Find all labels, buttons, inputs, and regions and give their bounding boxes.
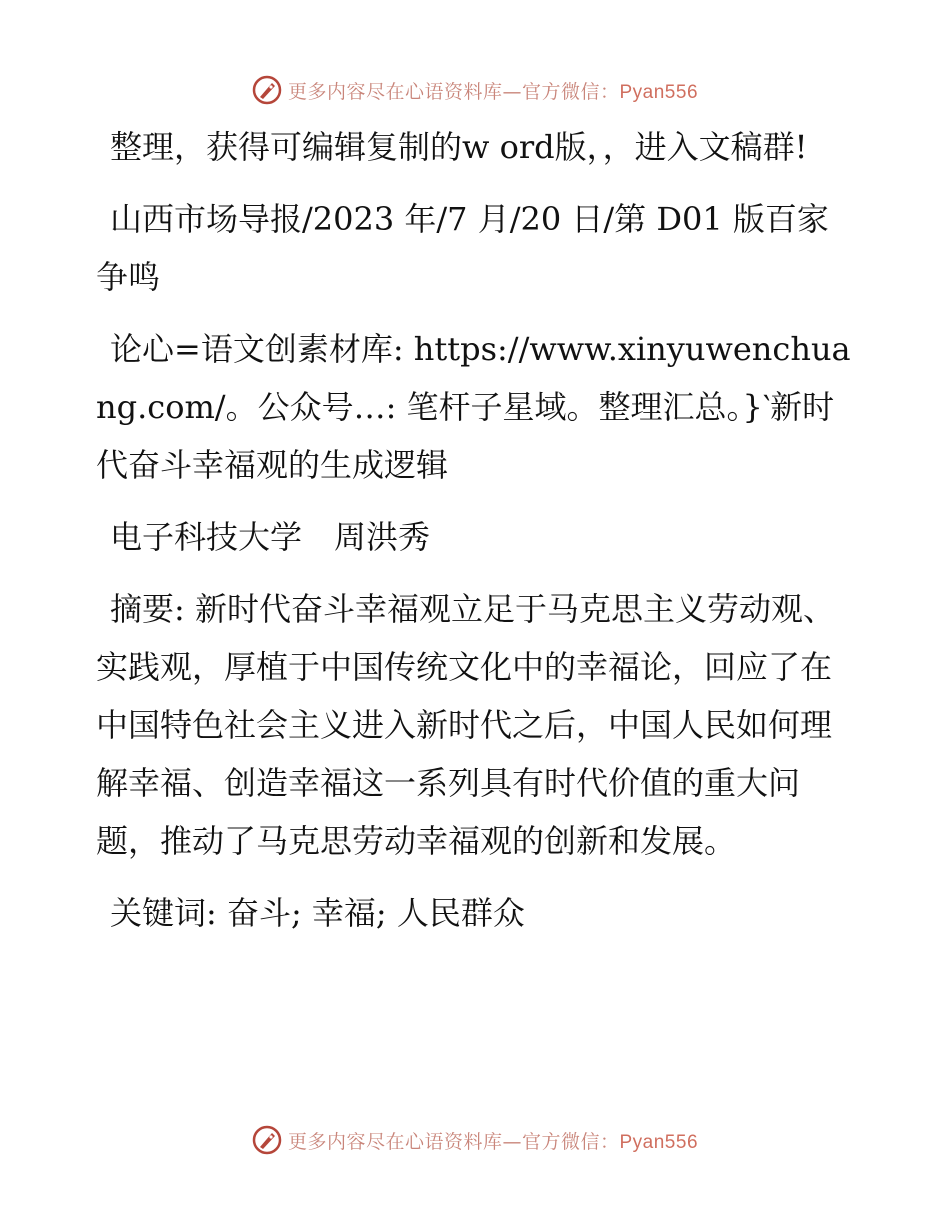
paragraph-keywords: 关键词: 奋斗; 幸福; 人民群众 [110, 894, 525, 932]
paragraph-author: 电子科技大学 周洪秀 [110, 518, 431, 556]
footer-watermark [0, 1120, 950, 1160]
watermark-text: 更多内容尽在心语资料库—官方微信：Pyan556 [287, 80, 699, 103]
paragraph-abstract: 摘要: 新时代奋斗幸福观立足于马克思主义劳动观、实践观，厚植于中国传统文化中的幸福论，回应了在中国特色社会主义进入新时代之后，中国人民如何理解幸福、创造幸福这一系列具有时代价值的重大问题，推动了马克思劳动幸福观的创新和发展。 [96, 590, 835, 860]
watermark-text: 更多内容尽在心语资料库—官方微信：Pyan556 [287, 1130, 699, 1153]
document-body [96, 118, 856, 956]
header-watermark [0, 70, 950, 110]
pen-nib-logo-icon [252, 1125, 282, 1155]
paragraph-title: 论心=语文创素材库: https://www.xinyuwenchuang.com/。公众号…: 笔杆子星域。整理汇总。}‵新时代奋斗幸福观的生成逻辑 [96, 330, 851, 484]
pen-nib-logo-icon [252, 75, 282, 105]
paragraph-source: 山西市场导报/2023 年/7 月/20 日/第 D01 版百家争鸣 [96, 200, 829, 296]
paragraph-intro: 整理，获得可编辑复制的w ord版，，进入文稿群! [110, 128, 808, 166]
